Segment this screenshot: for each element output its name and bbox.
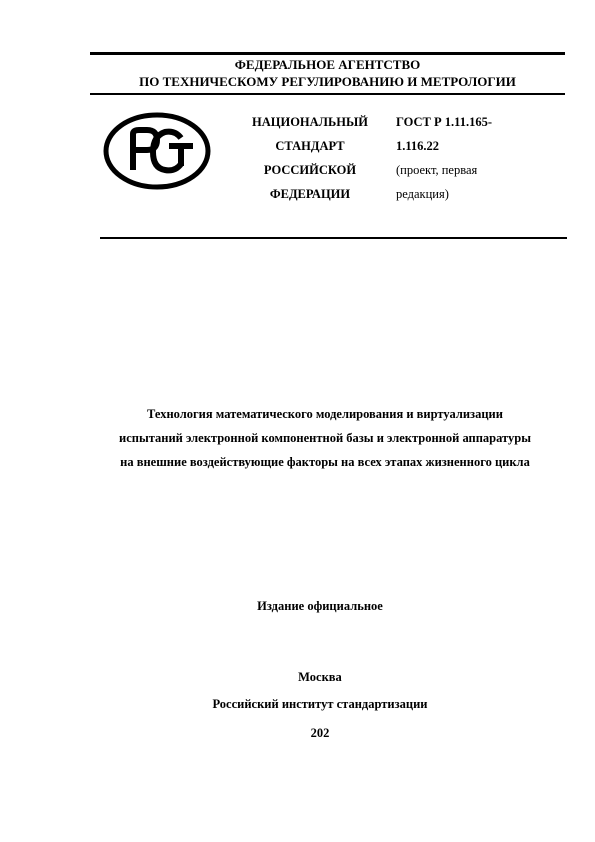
imprint-year: 202 xyxy=(310,726,330,740)
gost-r-certification-mark-icon xyxy=(103,112,211,190)
gost-note-line-1: (проект, первая xyxy=(396,163,478,177)
agency-name-line-1: ФЕДЕРАЛЬНОЕ АГЕНТСТВО xyxy=(234,57,421,72)
title-line-2: испытаний электронной компонентной базы и электронной аппаратуры xyxy=(119,431,531,445)
document-title xyxy=(60,402,590,474)
agency-name-line-2: ПО ТЕХНИЧЕСКОМУ РЕГУЛИРОВАНИЮ И МЕТРОЛОГИИ xyxy=(139,74,516,89)
header-bottom-rule xyxy=(100,237,567,239)
gost-number-line-1: ГОСТ Р 1.11.165- xyxy=(396,115,492,129)
gost-logo xyxy=(103,112,211,190)
standard-line-3: РОССИЙСКОЙ xyxy=(263,163,357,177)
gost-designation xyxy=(396,110,546,206)
agency-rule xyxy=(90,93,565,95)
standard-line-4: ФЕДЕРАЦИИ xyxy=(269,187,351,201)
top-rule xyxy=(90,52,565,55)
standard-line-2: СТАНДАРТ xyxy=(275,139,345,153)
gost-number-line-2: 1.116.22 xyxy=(396,139,440,153)
imprint-publisher: Российский институт стандартизации xyxy=(212,697,428,711)
edition-label: Издание официальное xyxy=(257,599,383,613)
imprint-city: Москва xyxy=(298,670,342,684)
title-line-1: Технология математического моделирования и виртуализации xyxy=(147,407,503,421)
gost-note-line-2: редакция) xyxy=(396,187,449,201)
standard-line-1: НАЦИОНАЛЬНЫЙ xyxy=(252,115,368,129)
title-line-3: на внешние воздействующие факторы на всех этапах жизненного цикла xyxy=(120,455,530,469)
national-standard-heading xyxy=(240,110,380,206)
